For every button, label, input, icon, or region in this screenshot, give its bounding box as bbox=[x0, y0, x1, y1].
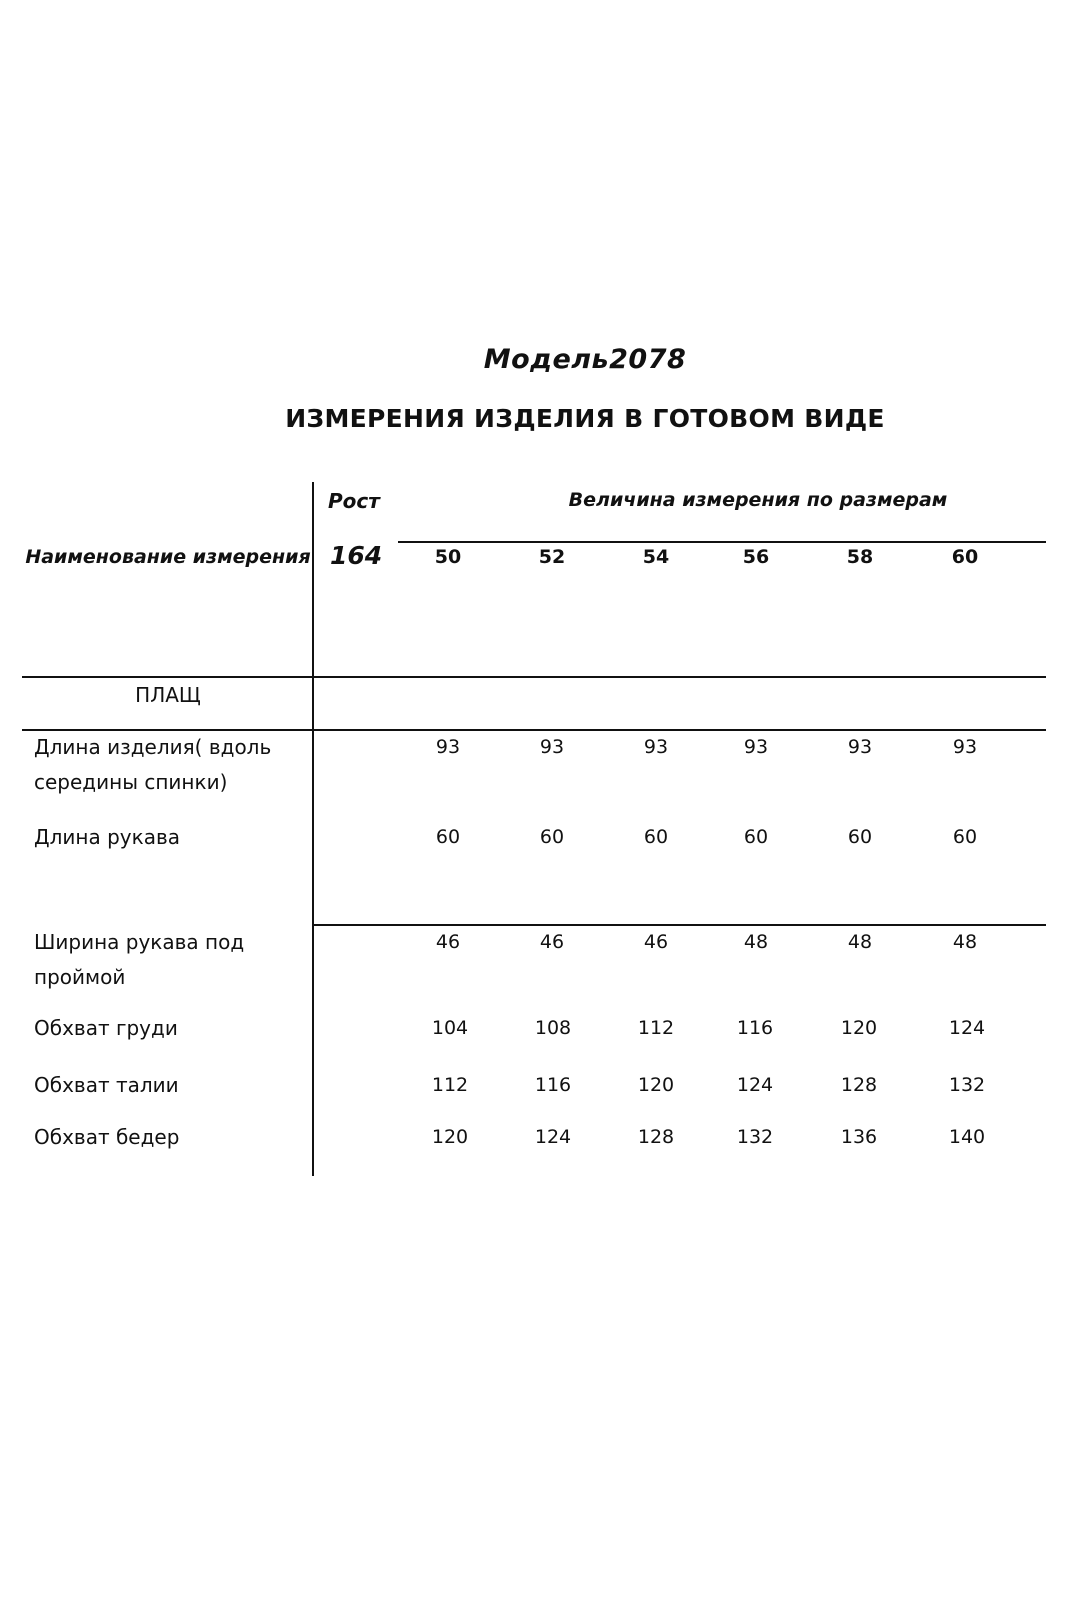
row-value: 93 bbox=[643, 736, 669, 758]
garment-section-label: ПЛАЩ bbox=[135, 683, 201, 707]
row-value: 93 bbox=[435, 736, 461, 758]
table-divider-sizes bbox=[398, 541, 1046, 543]
row-value: 60 bbox=[539, 826, 565, 848]
row-value: 128 bbox=[637, 1126, 675, 1148]
row-value: 120 bbox=[637, 1074, 675, 1096]
size-header: 56 bbox=[742, 546, 770, 568]
row-value: 60 bbox=[743, 826, 769, 848]
row-value: 136 bbox=[840, 1126, 878, 1148]
height-value: 164 bbox=[330, 541, 383, 570]
size-header: 60 bbox=[951, 546, 979, 568]
row-value: 60 bbox=[435, 826, 461, 848]
row-value: 93 bbox=[539, 736, 565, 758]
height-label: Рост bbox=[328, 489, 380, 513]
row-value: 48 bbox=[952, 931, 978, 953]
size-header: 58 bbox=[846, 546, 874, 568]
row-value: 93 bbox=[952, 736, 978, 758]
table-divider-vertical bbox=[312, 482, 314, 1176]
table-divider-group bbox=[312, 924, 1046, 926]
row-value: 48 bbox=[847, 931, 873, 953]
row-value: 60 bbox=[643, 826, 669, 848]
row-value: 120 bbox=[431, 1126, 469, 1148]
row-value: 48 bbox=[743, 931, 769, 953]
row-value: 60 bbox=[952, 826, 978, 848]
size-header: 52 bbox=[538, 546, 566, 568]
row-value: 104 bbox=[431, 1017, 469, 1039]
row-value: 124 bbox=[736, 1074, 774, 1096]
row-label: Ширина рукава под проймой bbox=[34, 930, 245, 989]
measurement-name-header: Наименование измерения bbox=[25, 546, 311, 568]
row-value: 132 bbox=[948, 1074, 986, 1096]
row-value: 140 bbox=[948, 1126, 986, 1148]
sizes-header: Величина измерения по размерам bbox=[568, 489, 948, 511]
row-label: Длина рукава bbox=[34, 825, 181, 849]
row-value: 93 bbox=[847, 736, 873, 758]
row-value: 128 bbox=[840, 1074, 878, 1096]
table-divider-header bbox=[22, 676, 1046, 678]
document-title: Модель2078 bbox=[483, 344, 687, 375]
row-value: 112 bbox=[637, 1017, 675, 1039]
row-label: Обхват талии bbox=[34, 1073, 179, 1097]
size-header: 54 bbox=[642, 546, 670, 568]
size-header: 50 bbox=[434, 546, 462, 568]
row-value: 46 bbox=[539, 931, 565, 953]
row-label: Длина изделия( вдоль середины спинки) bbox=[34, 735, 272, 794]
row-label: Обхват бедер bbox=[34, 1125, 180, 1149]
row-label: Обхват груди bbox=[34, 1016, 178, 1040]
row-value: 124 bbox=[534, 1126, 572, 1148]
row-value: 60 bbox=[847, 826, 873, 848]
row-value: 46 bbox=[435, 931, 461, 953]
row-value: 108 bbox=[534, 1017, 572, 1039]
row-value: 116 bbox=[534, 1074, 572, 1096]
row-value: 124 bbox=[948, 1017, 986, 1039]
row-value: 112 bbox=[431, 1074, 469, 1096]
document-subtitle: ИЗМЕРЕНИЯ ИЗДЕЛИЯ В ГОТОВОМ ВИДЕ bbox=[285, 404, 885, 433]
row-value: 46 bbox=[643, 931, 669, 953]
row-value: 93 bbox=[743, 736, 769, 758]
row-value: 132 bbox=[736, 1126, 774, 1148]
row-value: 116 bbox=[736, 1017, 774, 1039]
row-value: 120 bbox=[840, 1017, 878, 1039]
